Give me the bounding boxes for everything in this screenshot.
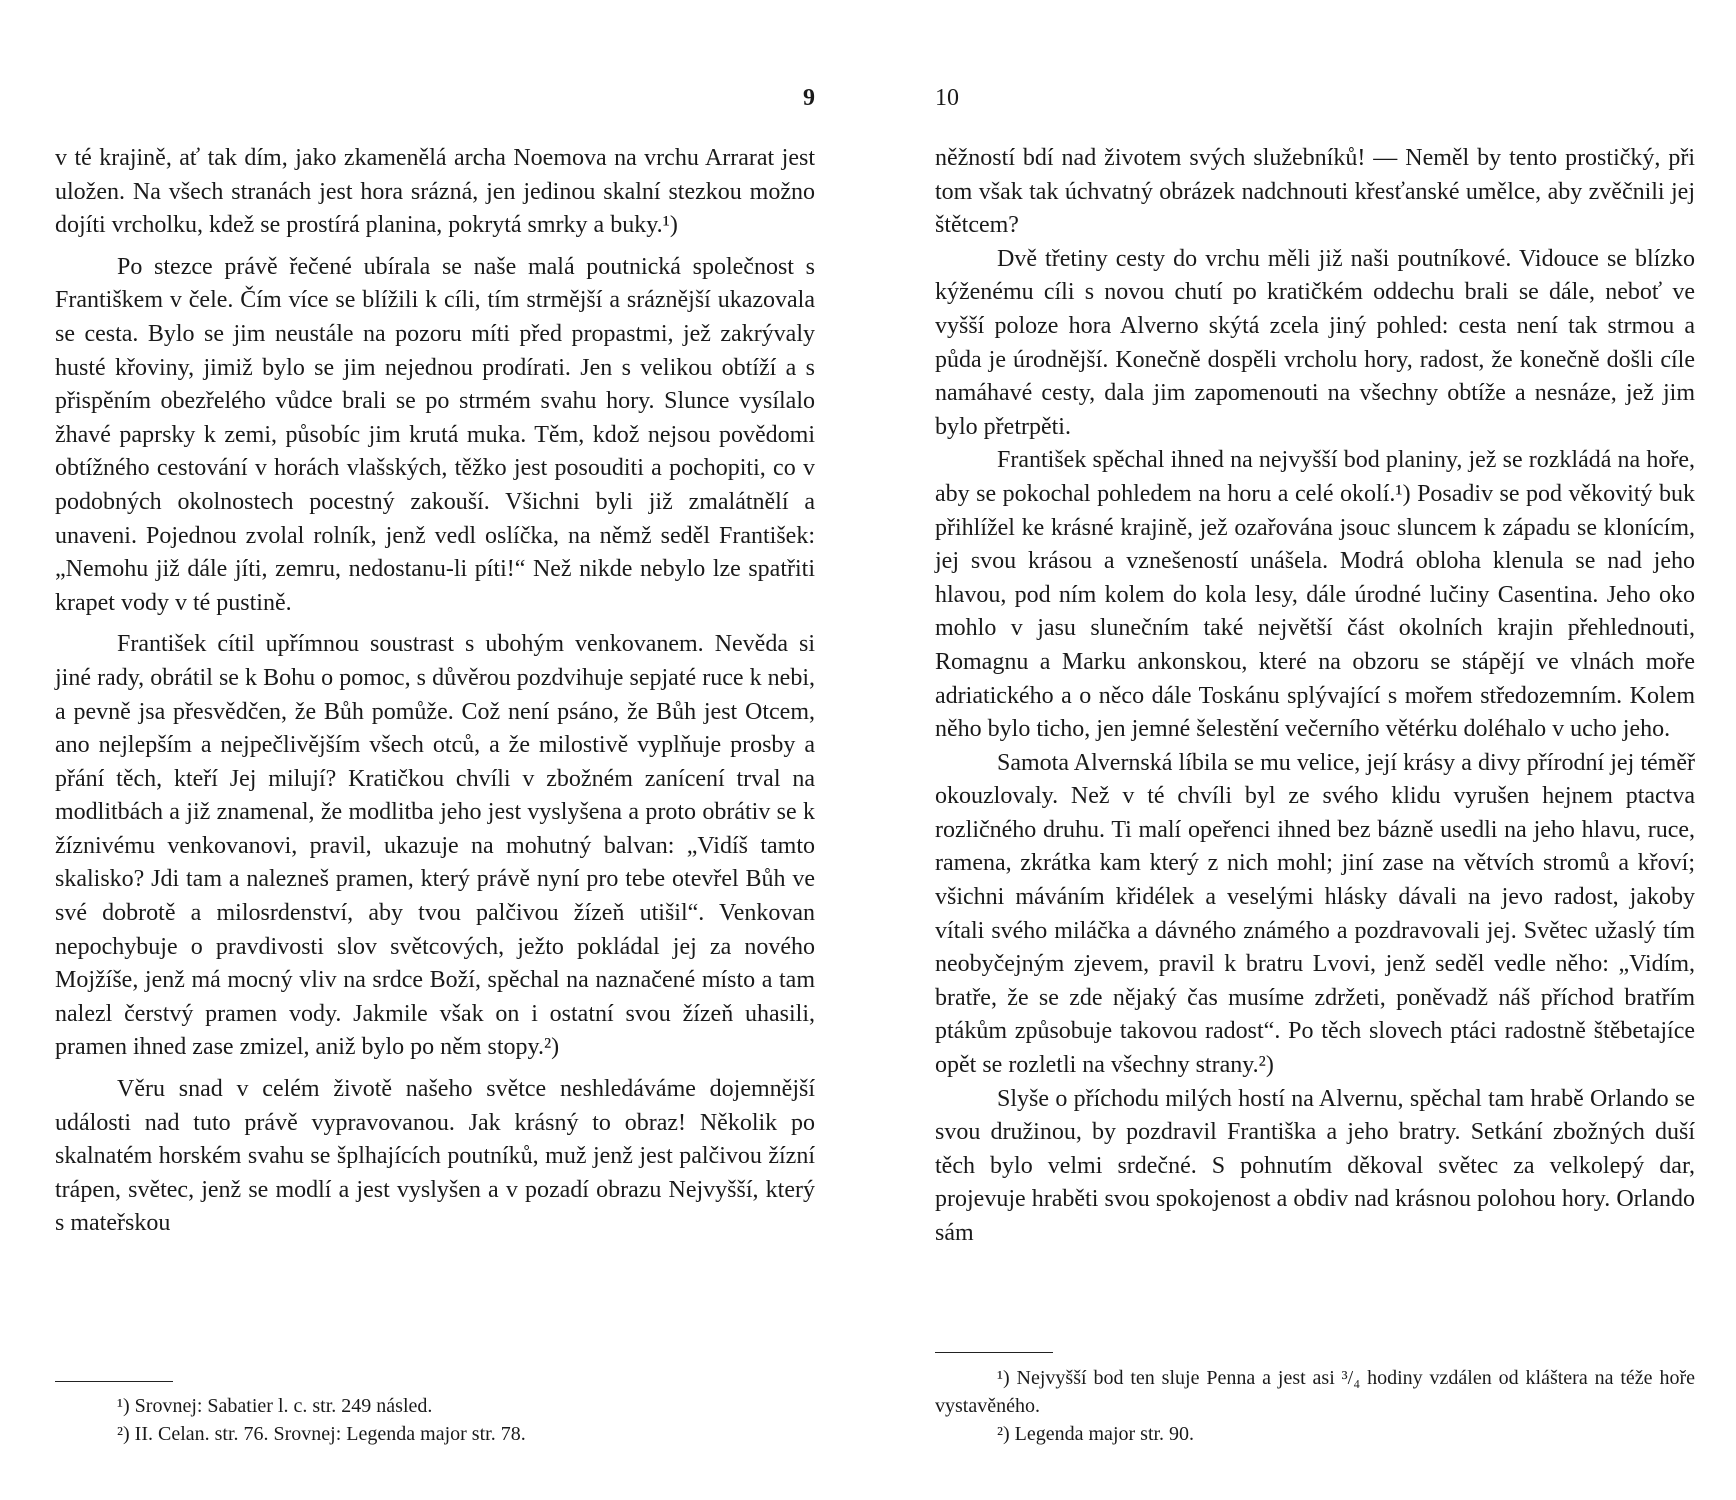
paragraph: František cítil upřímnou soustrast s ubohým venkovanem. Nevěda si jiné rady, obrátil se k Bohu o pomoc, s důvěrou pozdvihuje sepjaté ruce k nebi, a pevně jsa přesvědčen, že Bůh pomůže. Což není psáno, že Bůh jest Otcem, ano nejlepším a nejpečlivějším všech otců, a že milostivě vyplňuje prosby a přání těch, kteří Jej milují? Kratičkou chvíli v zbožném zanícení trval na modlitbách a již znamenal, že modlitba jeho jest vyslyšena a proto obrátiv se k žíznivému venkovanovi, pravil, ukazuje na mohutný balvan: „Vidíš tamto skalisko? Jdi tam a nalezneš pramen, který právě nyní pro tebe otevřel Bůh ve své dobrotě a milosrdenství, aby tvou palčivou žízeň utišil“. Venkovan nepochybuje o pravdivosti slov světcových, ježto pokládal jej za nového Mojžíše, jenž má mocný vliv na srdce Boží, spěchal na naznačené místo a tam nalezl čerstvý pramen vody. Jakmile však on i ostatní svou žízeň uhasili, pramen ihned zase zmizel, aniž bylo po něm stopy.²) bbox=[55, 631, 815, 1061]
footnote: ¹) Srovnej: Sabatier l. c. str. 249 násled. bbox=[117, 1395, 433, 1417]
footnote: ¹) Nejvyšší bod ten sluje Penna a jest asi ³/₄ hodiny vzdálen od kláštera na téže hoře vystavěného. bbox=[935, 1367, 1695, 1417]
page-number: 10 bbox=[935, 85, 959, 111]
paragraph: Dvě třetiny cesty do vrchu měli již naši poutníkové. Vidouce se blízko kýženému cíli s novou chutí po kratičkém oddechu brali se dále, neboť ve vyšší poloze hora Alverno skýtá zcela jiný pohled: cesta není tak strmou a půda je úrodnější. Konečně dospěli vrcholu hory, radost, že konečně došli cíle namáhavé cesty, dala jim zapomenouti na všechny obtíže a nesnáze, jež jim bylo přetrpěti. bbox=[935, 245, 1695, 440]
paragraph: něžností bdí nad životem svých služebníků! — Neměl by tento prostičký, při tom však tak úchvatný obrázek nadchnouti křesťanské umělce, aby zvěčnili jej štětcem? bbox=[935, 145, 1695, 239]
page-number: 9 bbox=[803, 85, 815, 111]
paragraph: Věru snad v celém životě našeho světce neshledáváme dojemnější události nad tuto právě vypravovanou. Jak krásný to obraz! Několik po skalnatém horském svahu se šplhajících poutníků, muž jenž jest palčivou žízní trápen, světec, jenž se modlí a jest vyslyšen a v pozadí obrazu Nejvyšší, který s mateřskou bbox=[55, 1076, 815, 1237]
footnotes bbox=[935, 1364, 1695, 1448]
footnotes bbox=[55, 1392, 815, 1448]
paragraph: Po stezce právě řečené ubírala se naše malá poutnická společnost s Františkem v čele. Čím více se blížili k cíli, tím strmější a sráznější ukazovala se cesta. Bylo se jim neustále na pozoru míti před propastmi, jež zakrývaly husté křoviny, jimiž bylo se jim nejednou prodírati. Jen s velikou obtíží a s přispěním obezřelého vůdce brali se po strmém svahu hory. Slunce vysílalo žhavé paprsky k zemi, působíc jim krutá muka. Těm, kdož nejsou povědomi obtížného cestování v horách vlašských, těžko jest posouditi a pochopiti, co v podobných okolnostech pocestný zakouší. Všichni byli již zmalátnělí a unaveni. Pojednou zvolal rolník, jenž vedl oslíčka, na němž seděl František: „Nemohu již dále jíti, zemru, nedostanu-li píti!“ Než nikde nebylo lze spatřiti krapet vody v té pustině. bbox=[55, 253, 815, 616]
page-body bbox=[55, 142, 815, 1241]
paragraph: Samota Alvernská líbila se mu velice, její krásy a divy přírodní jej téměř okouzlovaly. Než v té chvíli byl ze svého klidu vyrušen hejnem ptactva rozličného druhu. Ti malí opeřenci ihned bez bázně usedli na jeho hlavu, ruce, ramena, zkrátka kam který z nich mohl; jiní zase na větvích stromů a křoví; všichni máváním křidélek a veselými hlásky dávali na jevo radost, jakoby vítali svého miláčka a dávného známého a pozdravovali jej. Světec užaslý tím neobyčejným zjevem, pravil k bratru Lvovi, jenž seděl vedle něho: „Vidím, bratře, že se zde nějaký čas musíme zdržeti, poněvadž náš příchod bratřím ptákům způsobuje takovou radost“. Po těch slovech ptáci radostně štěbetajíce opět se rozletli na všechny strany.²) bbox=[935, 749, 1695, 1079]
footnote: ²) Legenda major str. 90. bbox=[997, 1423, 1195, 1445]
page-body bbox=[935, 142, 1695, 1251]
paragraph: v té krajině, ať tak dím, jako zkamenělá archa Noemova na vrchu Arrarat jest uložen. Na všech stranách jest hora srázná, jen jedinou skalní stezkou možno dojíti vrcholku, kdež se prostírá planina, pokrytá smrky a buky.¹) bbox=[55, 145, 815, 239]
footnote-divider bbox=[55, 1381, 173, 1382]
footnote: ²) II. Celan. str. 76. Srovnej: Legenda major str. 78. bbox=[117, 1423, 526, 1445]
paragraph: Slyše o příchodu milých hostí na Alvernu, spěchal tam hrabě Orlando se svou družinou, by pozdravil Františka a jeho bratry. Setkání zbožných duší těch bylo velmi srdečné. S pohnutím děkoval světec za velkolepý dar, projevuje hraběti svou spokojenost a obdiv nad krásnou polohou hory. Orlando sám bbox=[935, 1085, 1695, 1246]
paragraph: František spěchal ihned na nejvyšší bod planiny, jež se rozkládá na hoře, aby se pokochal pohledem na horu a celé okolí.¹) Posadiv se pod věkovitý buk přihlížel ke krásné krajině, jež ozařována jsouc sluncem k západu se klonícím, jej svou krásou a vznešeností unášela. Modrá obloha klenula se nad jeho hlavou, pod ním kolem do kola lesy, dále úrodné lučiny Casentina. Jeho oko mohlo v jasu slunečním také největší část okolních krajin přehlednouti, Romagnu a Marku ankonskou, které na obzoru se stápějí ve vlnách moře adriatického a o něco dále Toskánu splývající s mořem středozemním. Kolem něho bylo ticho, jen jemné šelestění večerního větérku doléhalo v ucho jeho. bbox=[935, 447, 1695, 743]
footnote-divider bbox=[935, 1352, 1053, 1353]
